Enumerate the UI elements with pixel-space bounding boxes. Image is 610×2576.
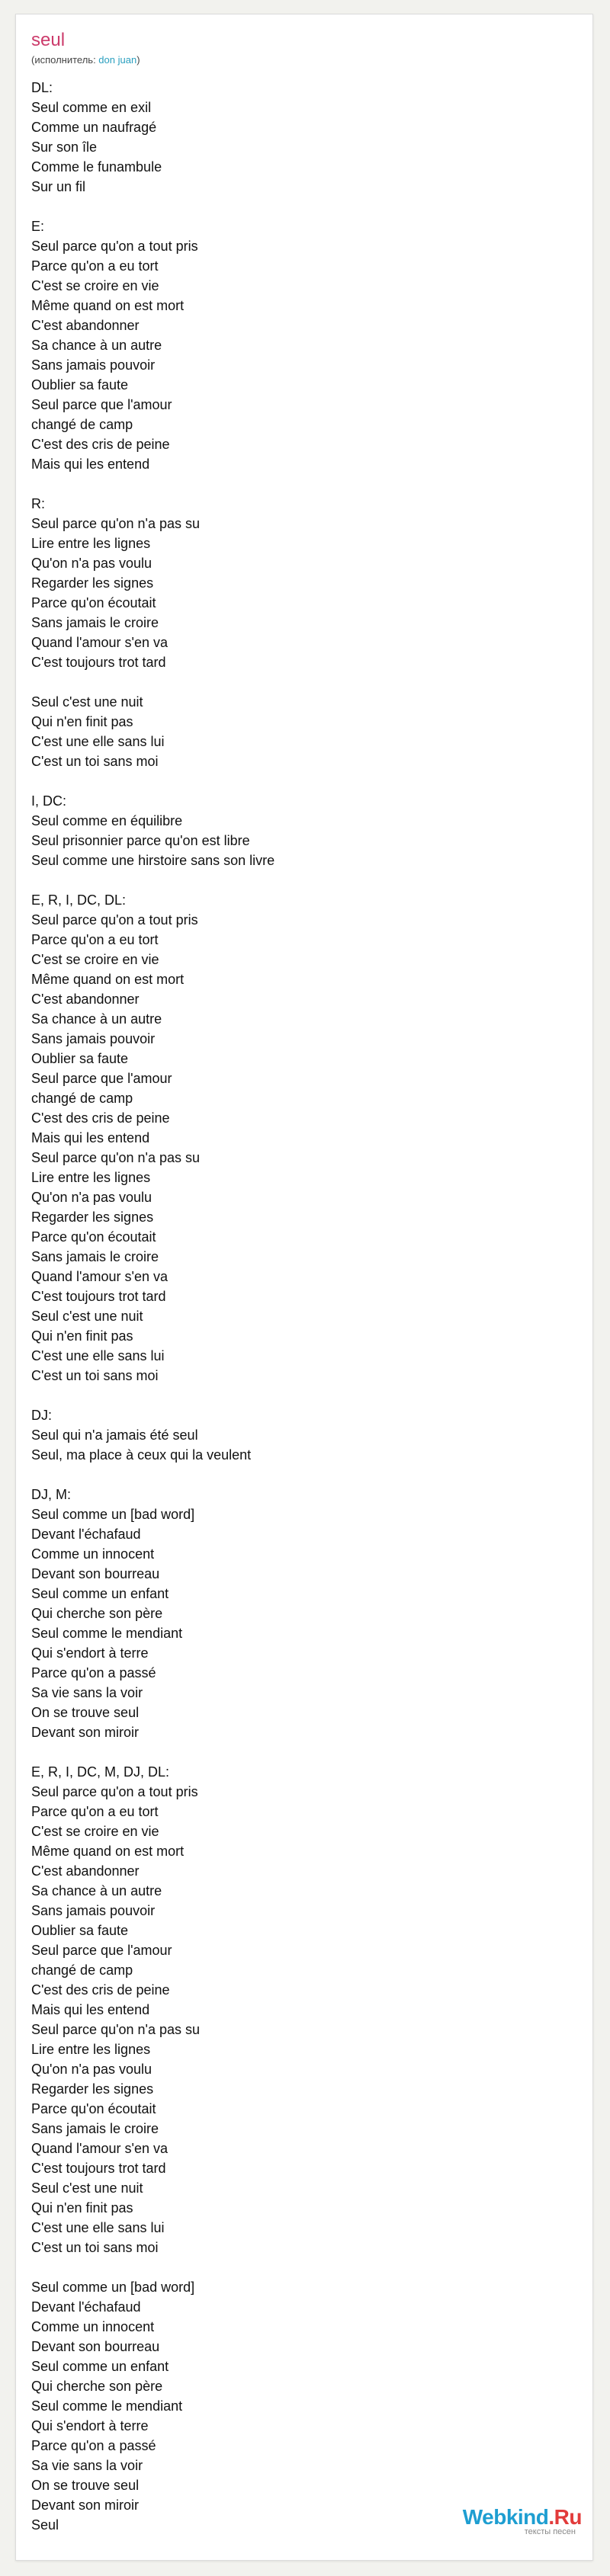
lyric-line: C'est se croire en vie xyxy=(31,278,159,293)
lyric-line: Oublier sa faute xyxy=(31,1923,129,1938)
lyric-line: Qui n'en finit pas xyxy=(31,1328,133,1344)
lyric-line: C'est un toi sans moi xyxy=(31,754,159,769)
lyric-line: Parce qu'on écoutait xyxy=(31,595,156,610)
lyric-line: C'est une elle sans lui xyxy=(31,1348,165,1363)
lyric-line: Sa vie sans la voir xyxy=(31,1685,143,1700)
lyric-line: Devant son miroir xyxy=(31,2498,140,2513)
lyric-blank-line xyxy=(31,474,580,494)
lyric-line: changé de camp xyxy=(31,1962,133,1978)
lyric-blank-line xyxy=(31,2257,580,2277)
song-title-link[interactable]: seul xyxy=(31,30,66,50)
lyric-line: Seul parce qu'on a tout pris xyxy=(31,912,198,928)
lyric-line: Comme un innocent xyxy=(31,2319,155,2334)
lyric-line: Seul comme en exil xyxy=(31,100,152,115)
lyric-line: Seul parce qu'on a tout pris xyxy=(31,239,198,254)
lyric-line: Devant l'échafaud xyxy=(31,2299,141,2315)
lyric-line: Seul comme un [bad word] xyxy=(31,2280,195,2295)
lyric-line: Regarder les signes xyxy=(31,2081,154,2097)
lyric-line: E, R, I, DC, DL: xyxy=(31,892,127,908)
lyric-line: Regarder les signes xyxy=(31,1210,154,1225)
lyrics-card xyxy=(15,14,593,2561)
lyric-line: Parce qu'on écoutait xyxy=(31,2101,156,2116)
lyric-line: Lire entre les lignes xyxy=(31,1170,151,1185)
lyric-line: Sa chance à un autre xyxy=(31,1883,162,1898)
lyric-line: Sans jamais pouvoir xyxy=(31,1903,156,1918)
lyric-line: C'est des cris de peine xyxy=(31,437,170,452)
lyric-line: C'est une elle sans lui xyxy=(31,734,165,749)
lyric-line: Seul comme le mendiant xyxy=(31,1626,183,1641)
lyric-line: Sans jamais pouvoir xyxy=(31,1031,156,1046)
lyric-line: Parce qu'on a eu tort xyxy=(31,258,159,274)
lyric-line: DJ: xyxy=(31,1408,52,1423)
lyric-line: Parce qu'on a eu tort xyxy=(31,1804,159,1819)
lyric-line: Devant son bourreau xyxy=(31,2339,160,2354)
lyric-line: DJ, M: xyxy=(31,1487,71,1502)
lyric-line: Seul parce qu'on n'a pas su xyxy=(31,2022,201,2037)
lyric-line: Seul qui n'a jamais été seul xyxy=(31,1427,198,1443)
lyric-line: Seul parce que l'amour xyxy=(31,1071,172,1086)
lyric-line: Parce qu'on a passé xyxy=(31,2438,156,2453)
lyric-line: Parce qu'on a passé xyxy=(31,1665,156,1680)
lyric-line: Seul comme un enfant xyxy=(31,2359,169,2374)
lyric-line: Comme un innocent xyxy=(31,1546,155,1562)
lyric-line: Qu'on n'a pas voulu xyxy=(31,2062,152,2077)
lyric-line: Lire entre les lignes xyxy=(31,2042,151,2057)
lyric-line: Seul comme un [bad word] xyxy=(31,1507,195,1522)
lyric-line: Seul prisonnier parce qu'on est libre xyxy=(31,833,250,848)
lyric-line: C'est un toi sans moi xyxy=(31,1368,159,1383)
lyric-line: Qui s'endort à terre xyxy=(31,2418,149,2433)
lyric-line: Même quand on est mort xyxy=(31,1844,185,1859)
lyric-line: Comme le funambule xyxy=(31,159,162,175)
lyric-line: C'est toujours trot tard xyxy=(31,2161,166,2176)
lyric-line: Seul parce qu'on n'a pas su xyxy=(31,1150,201,1165)
lyric-line: Même quand on est mort xyxy=(31,298,185,313)
artist-link[interactable]: don juan xyxy=(98,54,137,66)
lyric-line: Seul comme en équilibre xyxy=(31,813,183,828)
lyric-line: C'est un toi sans moi xyxy=(31,2240,159,2255)
artist-prefix: (исполнитель: xyxy=(31,54,99,66)
lyric-line: Qu'on n'a pas voulu xyxy=(31,556,152,571)
lyric-line: Sans jamais le croire xyxy=(31,615,159,630)
lyric-blank-line xyxy=(31,1386,580,1405)
site-logo[interactable] xyxy=(463,2506,582,2537)
lyric-line: Mais qui les entend xyxy=(31,1130,150,1145)
lyric-line: C'est des cris de peine xyxy=(31,1110,170,1126)
lyric-line: Seul comme un enfant xyxy=(31,1586,169,1601)
lyric-line: Sur un fil xyxy=(31,179,86,194)
lyric-line: Seul xyxy=(31,2517,59,2533)
lyric-line: Qui n'en finit pas xyxy=(31,2200,133,2216)
lyric-line: Quand l'amour s'en va xyxy=(31,635,168,650)
lyric-line: C'est abandonner xyxy=(31,992,140,1007)
lyric-line: Seul c'est une nuit xyxy=(31,694,143,710)
lyric-line: C'est des cris de peine xyxy=(31,1982,170,1998)
lyric-line: C'est abandonner xyxy=(31,318,140,333)
lyric-line: Mais qui les entend xyxy=(31,2002,150,2017)
lyric-line: Qui n'en finit pas xyxy=(31,714,133,729)
lyric-line: Qui s'endort à terre xyxy=(31,1645,149,1661)
lyric-line: C'est abandonner xyxy=(31,1863,140,1879)
lyric-line: Sans jamais le croire xyxy=(31,2121,159,2136)
lyric-line: Sur son île xyxy=(31,139,98,155)
lyric-line: Sans jamais pouvoir xyxy=(31,357,156,373)
logo-wordmark xyxy=(463,2506,582,2529)
lyric-blank-line xyxy=(31,1742,580,1762)
lyric-blank-line xyxy=(31,1465,580,1485)
lyric-line: C'est se croire en vie xyxy=(31,952,159,967)
lyric-line: On se trouve seul xyxy=(31,1705,140,1720)
lyric-line: C'est toujours trot tard xyxy=(31,655,166,670)
logo-tld: .Ru xyxy=(548,2505,582,2529)
lyric-line: Seul c'est une nuit xyxy=(31,2180,143,2196)
lyrics-text xyxy=(31,78,580,2535)
lyric-line: Sa chance à un autre xyxy=(31,1011,162,1027)
lyric-line: Devant l'échafaud xyxy=(31,1527,141,1542)
lyric-line: Qui cherche son père xyxy=(31,1606,163,1621)
lyric-line: Qu'on n'a pas voulu xyxy=(31,1190,152,1205)
lyric-blank-line xyxy=(31,870,580,890)
lyric-line: C'est toujours trot tard xyxy=(31,1289,166,1304)
artist-line xyxy=(31,53,140,68)
lyric-line: Qui cherche son père xyxy=(31,2379,163,2394)
lyric-line: Quand l'amour s'en va xyxy=(31,1269,168,1284)
lyric-line: Seul parce qu'on a tout pris xyxy=(31,1784,198,1799)
lyric-line: E: xyxy=(31,219,45,234)
lyric-line: changé de camp xyxy=(31,1091,133,1106)
artist-suffix: ) xyxy=(136,54,140,66)
lyric-line: Parce qu'on a eu tort xyxy=(31,932,159,947)
lyric-line: Même quand on est mort xyxy=(31,972,185,987)
lyric-line: E, R, I, DC, M, DJ, DL: xyxy=(31,1764,170,1780)
lyric-line: Seul c'est une nuit xyxy=(31,1309,143,1324)
lyric-blank-line xyxy=(31,672,580,692)
logo-name: Webkind xyxy=(462,2505,549,2529)
lyric-line: Seul, ma place à ceux qui la veulent xyxy=(31,1447,252,1463)
lyric-line: Parce qu'on écoutait xyxy=(31,1229,156,1245)
lyric-line: Mais qui les entend xyxy=(31,457,150,472)
lyric-line: Sans jamais le croire xyxy=(31,1249,159,1264)
lyric-line: Seul parce que l'amour xyxy=(31,1943,172,1958)
lyric-blank-line xyxy=(31,771,580,791)
lyric-line: DL: xyxy=(31,80,53,95)
lyric-line: Oublier sa faute xyxy=(31,1051,129,1066)
lyric-line: Seul parce que l'amour xyxy=(31,397,172,412)
lyric-line: Oublier sa faute xyxy=(31,377,129,392)
lyric-line: Seul comme une hirstoire sans son livre xyxy=(31,853,275,868)
lyric-line: R: xyxy=(31,496,45,511)
lyric-line: I, DC: xyxy=(31,793,67,809)
lyric-line: changé de camp xyxy=(31,417,133,432)
logo-tagline: тексты песен xyxy=(524,2527,576,2536)
lyric-line: Seul comme le mendiant xyxy=(31,2398,183,2414)
lyric-line: Devant son miroir xyxy=(31,1725,140,1740)
lyric-line: Sa vie sans la voir xyxy=(31,2458,143,2473)
lyric-line: Comme un naufragé xyxy=(31,120,157,135)
lyric-line: C'est se croire en vie xyxy=(31,1824,159,1839)
lyric-line: Lire entre les lignes xyxy=(31,536,151,551)
lyric-line: Devant son bourreau xyxy=(31,1566,160,1581)
lyric-line: On se trouve seul xyxy=(31,2478,140,2493)
lyric-line: Regarder les signes xyxy=(31,575,154,591)
lyric-line: Sa chance à un autre xyxy=(31,338,162,353)
lyric-line: C'est une elle sans lui xyxy=(31,2220,165,2235)
lyric-line: Quand l'amour s'en va xyxy=(31,2141,168,2156)
lyric-blank-line xyxy=(31,197,580,216)
song-header xyxy=(31,30,140,68)
lyric-line: Seul parce qu'on n'a pas su xyxy=(31,516,201,531)
